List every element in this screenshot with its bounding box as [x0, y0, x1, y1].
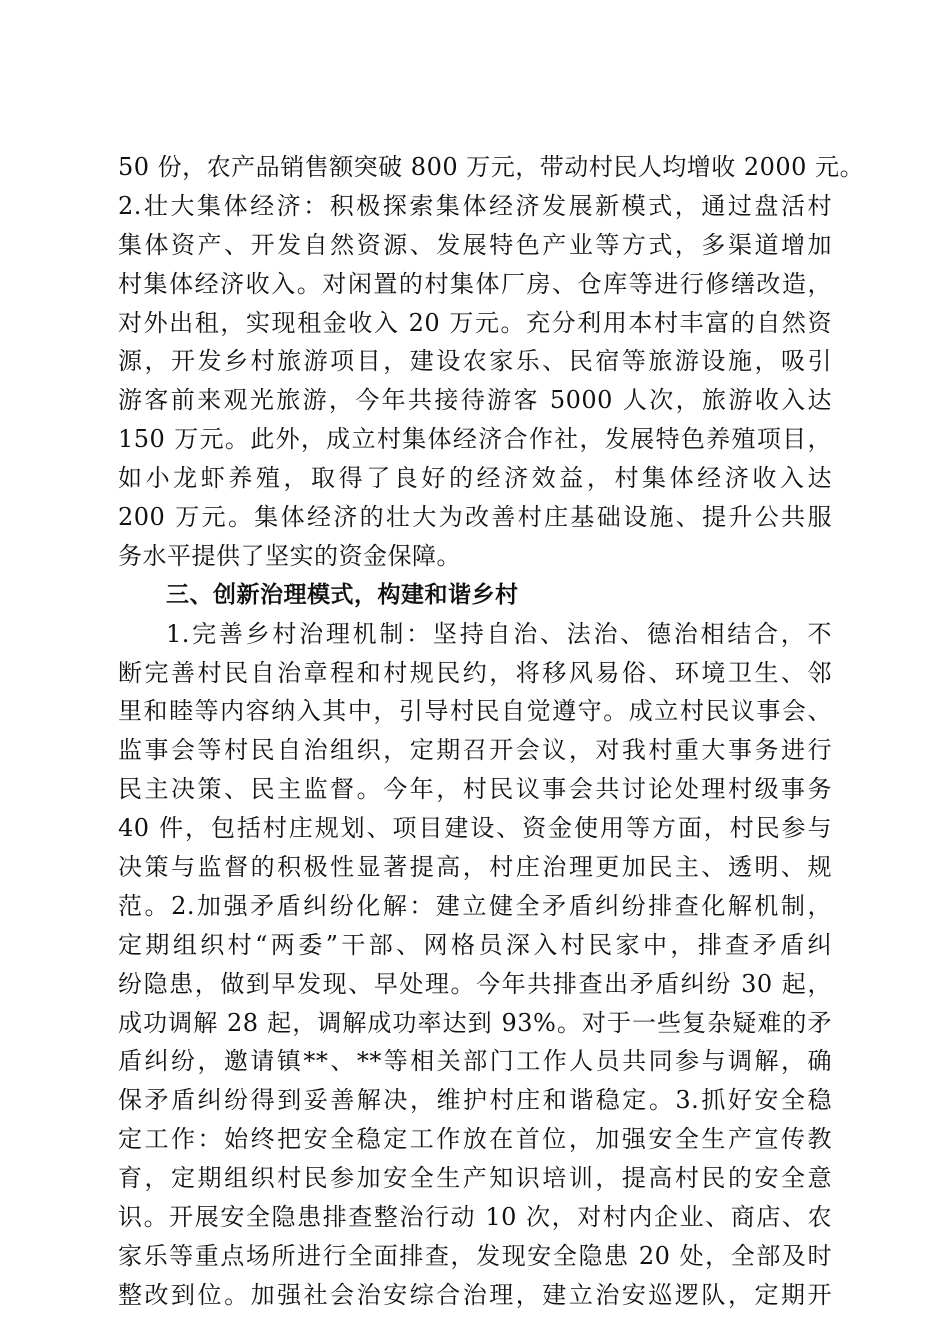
text-line: 育，定期组织村民参加安全生产知识培训，提高村民的安全意 — [118, 1164, 832, 1193]
text-line: 决策与监督的积极性显著提高，村庄治理更加民主、透明、规 — [118, 853, 832, 882]
document-page — [118, 148, 865, 1315]
section-heading: 三、创新治理模式，构建和谐乡村 — [166, 581, 519, 608]
text-line: 盾纠纷，邀请镇**、**等相关部门工作人员共同参与调解，确 — [118, 1047, 832, 1076]
text-line: 家乐等重点场所进行全面排查，发现安全隐患 20 处，全部及时 — [118, 1241, 832, 1270]
text-line: 定期组织村“两委”干部、网格员深入村民家中，排查矛盾纠 — [118, 930, 832, 959]
text-line: 150 万元。此外，成立村集体经济合作社，发展特色养殖项目， — [118, 425, 832, 454]
text-line: 源，开发乡村旅游项目，建设农家乐、民宿等旅游设施，吸引 — [118, 347, 832, 376]
text-line: 定工作：始终把安全稳定工作放在首位，加强安全生产宣传教 — [118, 1125, 832, 1154]
text-line: 务水平提供了坚实的资金保障。 — [118, 541, 461, 570]
text-line: 纷隐患，做到早发现、早处理。今年共排查出矛盾纠纷 30 起， — [118, 969, 832, 998]
text-line: 游客前来观光旅游，今年共接待游客 5000 人次，旅游收入达 — [118, 386, 832, 415]
text-line: 2.壮大集体经济：积极探索集体经济发展新模式，通过盘活村 — [118, 191, 832, 220]
text-line: 民主决策、民主监督。今年，村民议事会共讨论处理村级事务 — [118, 775, 832, 804]
text-line: 里和睦等内容纳入其中，引导村民自觉遵守。成立村民议事会、 — [118, 697, 832, 726]
text-line: 断完善村民自治章程和村规民约，将移风易俗、环境卫生、邻 — [118, 658, 832, 687]
text-line: 监事会等村民自治组织，定期召开会议，对我村重大事务进行 — [118, 736, 832, 765]
text-line: 识。开展安全隐患排查整治行动 10 次，对村内企业、商店、农 — [118, 1203, 832, 1232]
text-line: 集体资产、开发自然资源、发展特色产业等方式，多渠道增加 — [118, 230, 832, 259]
text-line: 200 万元。集体经济的壮大为改善村庄基础设施、提升公共服 — [118, 503, 832, 532]
text-line: 村集体经济收入。对闲置的村集体厂房、仓库等进行修缮改造， — [118, 269, 832, 298]
text-line: 对外出租，实现租金收入 20 万元。充分利用本村丰富的自然资 — [118, 308, 832, 337]
text-line: 成功调解 28 起，调解成功率达到 93%。对于一些复杂疑难的矛 — [118, 1008, 832, 1037]
text-line: 范。2.加强矛盾纠纷化解：建立健全矛盾纠纷排查化解机制， — [118, 891, 832, 920]
text-line: 50 份，农产品销售额突破 800 万元，带动村民人均增收 2000 元。 — [118, 153, 865, 181]
text-line: 40 件，包括村庄规划、项目建设、资金使用等方面，村民参与 — [118, 814, 832, 843]
text-line: 整改到位。加强社会治安综合治理，建立治安巡逻队，定期开 — [118, 1280, 832, 1309]
text-line: 1.完善乡村治理机制：坚持自治、法治、德治相结合，不 — [166, 619, 832, 648]
text-line: 如小龙虾养殖，取得了良好的经济效益，村集体经济收入达 — [118, 464, 832, 493]
text-line: 保矛盾纠纷得到妥善解决，维护村庄和谐稳定。3.抓好安全稳 — [118, 1086, 832, 1115]
